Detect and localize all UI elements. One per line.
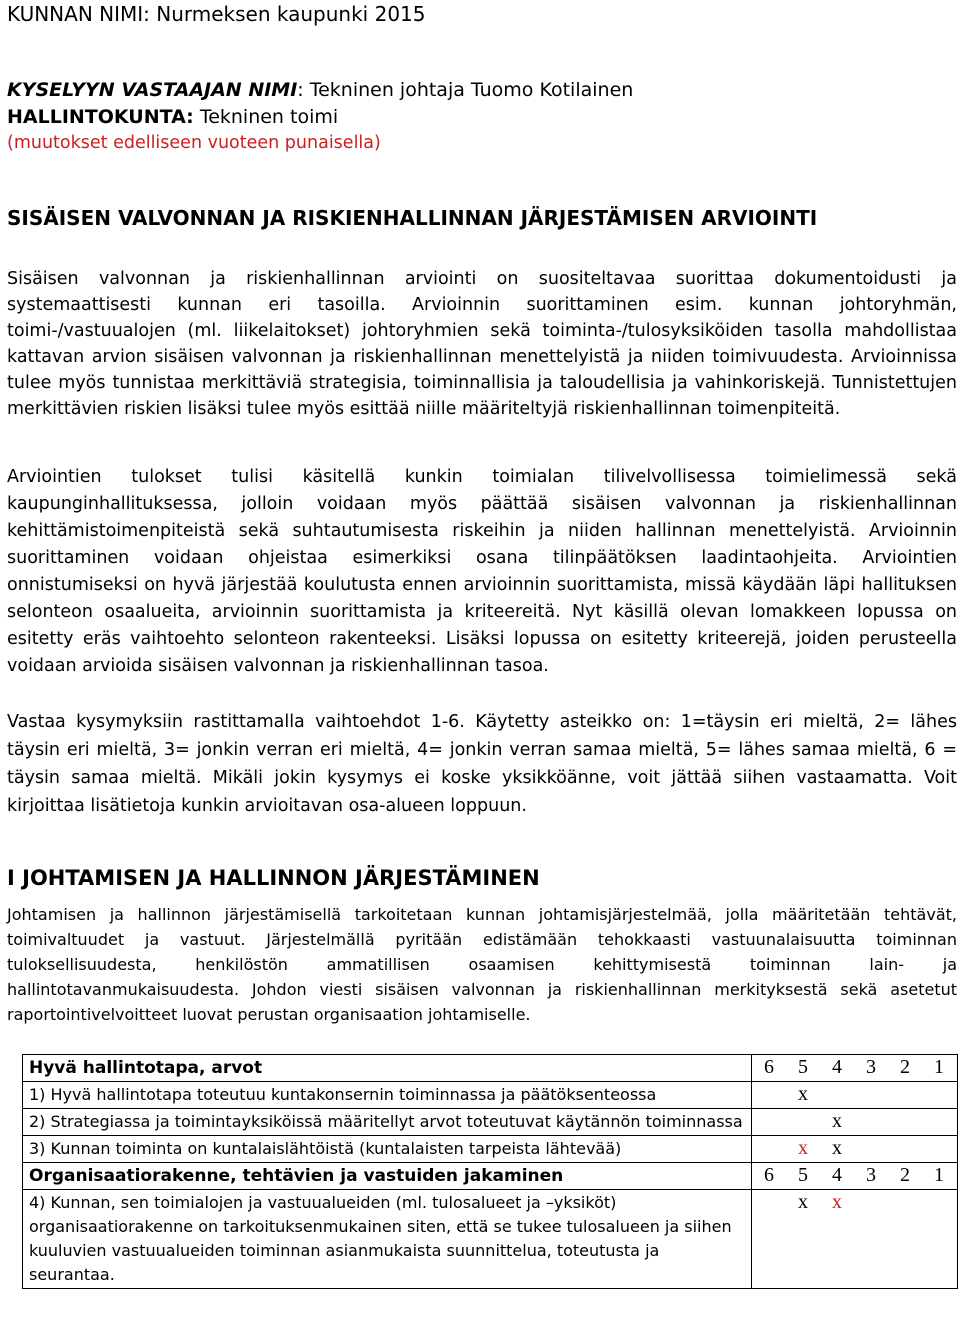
scale-5: 5: [798, 1164, 808, 1186]
answer-mark-changed: x: [798, 1137, 808, 1159]
question-text: 3) Kunnan toiminta on kuntalaislähtöistä (kuntalaisten tarpeista lähtevää): [23, 1136, 752, 1163]
answer-cells: [752, 1136, 958, 1163]
scale-2: 2: [900, 1056, 910, 1078]
respondent-label: KYSELYYN VASTAAJAN NIMI: [7, 79, 298, 101]
table-row: [23, 1136, 958, 1163]
scale-5: 5: [798, 1056, 808, 1078]
municipality-line: [7, 2, 426, 26]
scale-6: 6: [764, 1164, 774, 1186]
municipality-value: Nurmeksen kaupunki 2015: [156, 2, 426, 26]
table-group-row: [23, 1055, 958, 1082]
answer-mark: x: [832, 1137, 842, 1159]
section-title: SISÄISEN VALVONNAN JA RISKIENHALLINNAN JÄRJESTÄMISEN ARVIOINTI: [7, 206, 818, 230]
section1-text: Johtamisen ja hallinnon järjestämisellä tarkoitetaan kunnan johtamisjärjestelmää, jolla määritetään tehtävät, toimivaltuudet ja vastuut. Järjestelmällä pyritään edistämään tehokkaasti vastuunalaisuutta toiminnan tuloksellisuudesta, henkilöstön ammatillisen osaamisen kehittymisestä toiminnan lain- ja hallintotavanmukaisuudesta. Johdon viesti sisäisen valvonnan ja riskienhallinnan merkityksestä sekä asetetut raportointivelvoitteet luovat perustan organisaation johtamiselle.: [7, 905, 957, 1024]
table-row: [23, 1082, 958, 1109]
admin-line: [7, 106, 338, 128]
answer-cells: [752, 1082, 958, 1109]
question-text: 4) Kunnan, sen toimialojen ja vastuualueiden (ml. tulosalueet ja –yksiköt) organisaatiorakenne on tarkoituksenmukainen siten, että se tukee tulosalueen ja siihen kuuluvien vastuualueiden toiminnan asianmukaista suunnittelua, toteutusta ja seurantaa.: [23, 1190, 752, 1289]
intro-paragraph-2: Arviointien tulokset tulisi käsitellä kunkin toimialan tilivelvollisessa toimielimessä sekä kaupunginhallituksessa, jolloin voidaan myös päättää sisäisen valvonnan ja riskienhallinnan kehittämistoimenpiteistä sekä suhtautumisesta riskeihin ja niiden hallinnan menettelyistä. Arvioinnin suorittaminen voidaan ohjeistaa esimerkiksi osana tilinpäätöksen laadintaohjeita. Arviointien onnistumiseksi on hyvä järjestää koulutusta ennen arvioinnin suorittamista, missä käydään läpi hallituksen selonteon osaalueita, arvioinnin suorittamista ja kriteereitä. Nyt käsillä olevan lomakkeen lopussa on esitetty eräs vaihtoehto selonteon rakenteeksi. Lisäksi lopussa on esitetty kriteerejä, joiden perusteella voidaan arvioida sisäisen valvonnan ja riskienhallinnan tasoa.: [7, 467, 957, 676]
scale-3: 3: [866, 1056, 876, 1078]
admin-label: HALLINTOKUNTA:: [7, 106, 194, 128]
answer-mark: x: [832, 1110, 842, 1132]
table-row: [23, 1190, 958, 1289]
instructions-paragraph: Vastaa kysymyksiin rastittamalla vaihtoehdot 1-6. Käytetty asteikko on: 1=täysin eri mieltä, 2= lähes täysin eri mieltä, 3= jonkin verran eri mieltä, 4= jonkin verran samaa mieltä, 5= lähes samaa mieltä, 6 = täysin samaa mieltä. Mikäli jokin kysymys ei koske yksikköänne, voit jättää siihen vastaamatta. Voit kirjoittaa lisätietoja kunkin arvioitavan osa-alueen loppuun.: [7, 712, 957, 816]
scale-2: 2: [900, 1164, 910, 1186]
answer-mark: x: [798, 1191, 808, 1213]
answer-cells: [752, 1190, 958, 1289]
admin-value: Tekninen toimi: [199, 106, 339, 128]
group-title: Organisaatiorakenne, tehtävien ja vastuiden jakaminen: [23, 1163, 752, 1190]
table-row: [23, 1109, 958, 1136]
scale-1: 1: [934, 1164, 944, 1186]
question-text: 1) Hyvä hallintotapa toteutuu kuntakonsernin toiminnassa ja päätöksenteossa: [23, 1082, 752, 1109]
scale-4: 4: [832, 1056, 842, 1078]
table-group-row: [23, 1163, 958, 1190]
answer-cells: [752, 1109, 958, 1136]
scale-header: [752, 1055, 958, 1082]
section1-title: I JOHTAMISEN JA HALLINNON JÄRJESTÄMINEN: [7, 866, 540, 890]
scale-1: 1: [934, 1056, 944, 1078]
assessment-table: [22, 1054, 958, 1289]
municipality-label: KUNNAN NIMI:: [7, 2, 150, 26]
intro-paragraph-1: Sisäisen valvonnan ja riskienhallinnan arviointi on suositeltavaa suorittaa dokumentoidusti ja systemaattisesti kunnan eri tasoilla. Arvioinnin suorittaminen esim. kunnan johtoryhmän, toimi-/vastuualojen (ml. liikelaitokset) johtoryhmien sekä toiminta-/tulosyksiköiden tasolla mahdollistaa kattavan arvion sisäisen valvonnan ja riskienhallinnan menettelyistä ja niiden toimivuudesta. Arvioinnissa tulee myös tunnistaa merkittäviä strategisia, toiminnallisia ja taloudellisia ja vahinkoriskejä. Tunnistettujen merkittävien riskien lisäksi tulee myös esittää niille määriteltyjä riskienhallinnan toimenpiteitä.: [7, 269, 957, 419]
scale-6: 6: [764, 1056, 774, 1078]
scale-4: 4: [832, 1164, 842, 1186]
changes-note: (muutokset edelliseen vuoteen punaisella): [7, 133, 381, 153]
group-title: Hyvä hallintotapa, arvot: [23, 1055, 752, 1082]
scale-3: 3: [866, 1164, 876, 1186]
question-text: 2) Strategiassa ja toimintayksiköissä määritellyt arvot toteutuvat käytännön toiminnassa: [23, 1109, 752, 1136]
respondent-line: [7, 79, 633, 101]
respondent-value: : Tekninen johtaja Tuomo Kotilainen: [297, 79, 634, 101]
answer-mark: x: [798, 1083, 808, 1105]
answer-mark-changed: x: [832, 1191, 842, 1213]
scale-header: [752, 1163, 958, 1190]
